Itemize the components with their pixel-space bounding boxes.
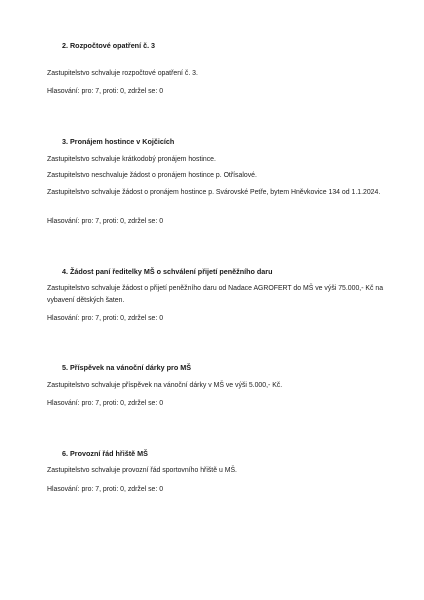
voting-result: Hlasování: pro: 7, proti: 0, zdržel se: 0 xyxy=(47,486,164,493)
section-heading: 2. Rozpočtové opatření č. 3 xyxy=(62,41,156,50)
paragraph: Zastupitelstvo schvaluje provozní řád sportovního hřiště u MŠ. xyxy=(47,467,237,474)
section-heading: 3. Pronájem hostince v Kojčicích xyxy=(62,137,175,146)
section-heading: 4. Žádost paní ředitelky MŠ o schválení přijetí peněžního daru xyxy=(62,267,273,276)
voting-result: Hlasování: pro: 7, proti: 0, zdržel se: 0 xyxy=(47,218,164,225)
voting-result: Hlasování: pro: 7, proti: 0, zdržel se: 0 xyxy=(47,400,164,407)
paragraph: Zastupitelstvo schvaluje žádost o přijetí peněžního daru od Nadace AGROFERT do MŠ ve výši 75.000,- Kč na vybavení dětských šaten. xyxy=(47,285,384,304)
section-heading: 6. Provozní řád hřiště MŠ xyxy=(62,449,148,458)
paragraph: Zastupitelstvo neschvaluje žádost o pronájem hostince p. Otřísalové. xyxy=(47,172,257,179)
voting-result: Hlasování: pro: 7, proti: 0, zdržel se: 0 xyxy=(47,88,164,95)
voting-result: Hlasování: pro: 7, proti: 0, zdržel se: 0 xyxy=(47,315,164,322)
paragraph: Zastupitelstvo schvaluje příspěvek na vánoční dárky v MŠ ve výši 5.000,- Kč. xyxy=(47,382,283,389)
section-heading: 5. Příspěvek na vánoční dárky pro MŠ xyxy=(62,363,192,372)
paragraph: Zastupitelstvo schvaluje žádost o pronájem hostince p. Svárovské Petře, bytem Hněvkovice 134 od 1.1.2024. xyxy=(47,189,381,196)
paragraph: Zastupitelstvo schvaluje rozpočtové opatření č. 3. xyxy=(47,70,198,77)
paragraph: Zastupitelstvo schvaluje krátkodobý pronájem hostince. xyxy=(47,156,216,163)
